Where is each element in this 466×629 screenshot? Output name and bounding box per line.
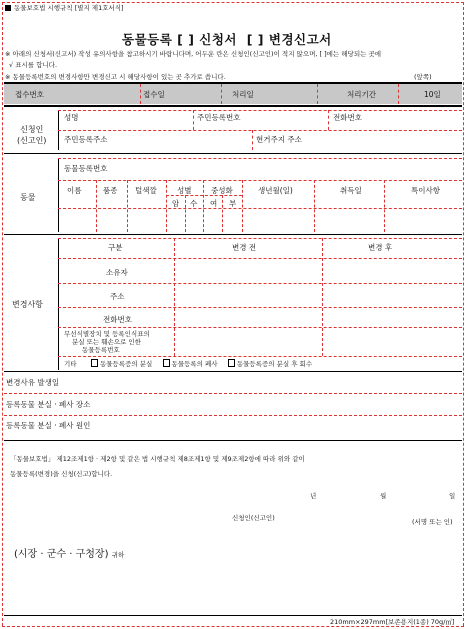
neuter-yes[interactable]: 여	[210, 199, 218, 208]
checkbox-lost-cert[interactable]	[91, 359, 98, 367]
animal-col-notes: 특이사항	[411, 186, 440, 195]
processed-date-label: 처리일	[232, 90, 254, 99]
date-year[interactable]: 년	[310, 492, 317, 500]
reason-date-field[interactable]: 변경사유 발생일	[6, 378, 60, 387]
loss-place-field[interactable]: 등록동물 분실 · 폐사 장소	[6, 400, 91, 409]
change-row-owner: 소유자	[106, 268, 128, 277]
change-col-before: 변경 전	[232, 243, 257, 252]
receipt-number-label: 접수번호	[15, 90, 44, 99]
page-side-label: (앞쪽)	[414, 73, 432, 81]
applicant-section-label: 신청인 (신고인)	[17, 125, 47, 145]
statement-line2: 동물등록(변경)을 신청(신고)합니다.	[10, 470, 113, 478]
note-line-1: ※ 아래의 신청서(신고서) 작성 유의사항을 참고하시기 바랍니다며, 어두운 란은 신청인(신고인)이 적지 않으며, [ ]에는 해당되는 곳에	[5, 50, 382, 58]
applicant-resident-no-field[interactable]: 주민등록번호	[197, 113, 241, 122]
animal-col-birth: 생년월(일)	[258, 186, 293, 195]
change-col-item: 구분	[108, 243, 123, 252]
animal-col-name: 이름	[67, 186, 82, 195]
addressee: (시장 · 군수 · 구청장) 귀하	[14, 549, 125, 560]
animal-col-breed: 품종	[103, 186, 118, 195]
receipt-date-label: 접수일	[143, 90, 165, 99]
change-section-label: 변경사항	[12, 300, 43, 309]
processing-period-value: 10일	[424, 90, 441, 99]
signature-field[interactable]: (서명 또는 인)	[412, 518, 453, 526]
neuter-no[interactable]: 부	[229, 199, 237, 208]
animal-section-label: 동물	[20, 193, 36, 202]
applicant-phone-field[interactable]: 전화번호	[333, 113, 362, 122]
change-special-line2: 분실 또는 훼손으로 인한	[72, 338, 141, 346]
applicant-current-address-field[interactable]: 현거주지 주소	[256, 135, 302, 144]
date-day[interactable]: 일	[449, 492, 456, 500]
form-title: 동물등록 [ ] 신청서 [ ] 변경신고서	[122, 32, 332, 47]
change-special-line1: 무선식별장치 및 등록인식표의	[64, 330, 150, 338]
gender-male[interactable]: 수	[190, 199, 198, 208]
checkbox-recovered[interactable]	[228, 359, 235, 367]
animal-col-color: 털색깔	[135, 186, 157, 195]
animal-col-gender: 성별	[177, 186, 192, 195]
change-row-address: 주소	[110, 292, 125, 301]
animal-col-acquired: 취득일	[340, 186, 362, 195]
applicant-name-field[interactable]: 성명	[64, 113, 79, 122]
processing-period-label: 처리기간	[347, 90, 376, 99]
applicant-address-field[interactable]: 주민등록주소	[64, 135, 108, 144]
change-col-after: 변경 후	[368, 243, 393, 252]
signer-label: 신청인(신고인)	[232, 514, 275, 522]
gender-female[interactable]: 암	[172, 199, 180, 208]
note-line-2: √ 표시를 합니다.	[9, 61, 58, 69]
change-row-phone: 전화번호	[103, 315, 132, 324]
form-reference: 동물보호법 시행규칙 [별지 제1호서식]	[5, 4, 124, 12]
statement-line1: 「동물보호법」 제12조제1항 · 제2항 및 같은 법 시행규칙 제8조제1항 및 제9조제2항에 따라 위와 같이	[10, 455, 305, 463]
change-other-row: 기타 동물등록증의 분실 동물등록의 폐사 동물등록증의 분실 후 회수	[64, 360, 313, 368]
checkbox-dead[interactable]	[163, 359, 170, 367]
change-special-line3: 동물등록번호	[82, 346, 120, 354]
bullet-icon	[5, 5, 11, 11]
loss-cause-field[interactable]: 등록동물 분실 · 폐사 원인	[6, 421, 91, 430]
date-month[interactable]: 월	[380, 492, 387, 500]
animal-reg-no-field[interactable]: 동물등록번호	[64, 164, 108, 173]
note-line-3: ※ 동물등록번호의 변경사항만 변경신고 시 해당사항이 있는 곳 추가로 씁니다.	[5, 73, 226, 81]
animal-col-neuter: 중성화	[211, 186, 233, 195]
paper-size-note: 210mm×297mm[보존용지(1종) 70g/㎡]	[330, 618, 455, 626]
